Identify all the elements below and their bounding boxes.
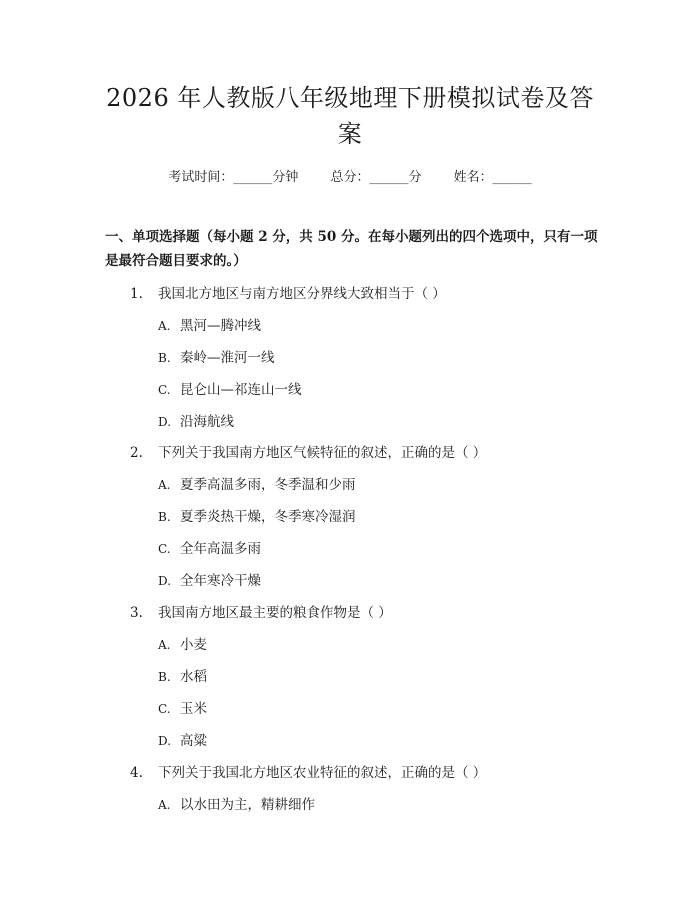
title-line-2: 案 [337, 120, 363, 148]
option-text: 水稻 [180, 669, 207, 685]
option [158, 537, 261, 557]
option-text: 夏季高温多雨，冬季温和少雨 [180, 477, 356, 493]
option [158, 505, 356, 525]
question-text: 下列关于我国北方地区农业特征的叙述，正确的是（ ） [158, 765, 487, 781]
option [158, 569, 261, 589]
option-text: 夏季炎热干燥，冬季寒冷湿润 [180, 509, 356, 525]
option-letter: D. [158, 415, 172, 429]
exam-time: 考试时间：______分钟 [168, 170, 299, 185]
exam-meta [0, 166, 700, 185]
question-number: 1. [130, 286, 143, 302]
total-score: 总分：______分 [330, 170, 422, 185]
question-number: 3. [130, 605, 143, 621]
title-line-1: 2026 年人教版八年级地理下册模拟试卷及答 [106, 84, 594, 112]
option-text: 高粱 [180, 733, 207, 749]
question [130, 601, 392, 621]
question-number: 2. [130, 445, 143, 461]
option-letter: D. [158, 734, 172, 748]
option [158, 378, 302, 398]
option [158, 793, 315, 813]
question [130, 441, 486, 461]
option [158, 314, 261, 334]
question-text: 我国南方地区最主要的粮食作物是（ ） [158, 605, 392, 621]
option-text: 以水田为主，精耕细作 [180, 797, 315, 813]
option-letter: B. [158, 351, 171, 365]
option-text: 玉米 [180, 701, 207, 717]
option-text: 秦岭—淮河一线 [180, 350, 275, 366]
option-text: 昆仑山—祁连山一线 [180, 382, 302, 398]
option [158, 697, 207, 717]
question [130, 761, 486, 781]
option-letter: A. [158, 319, 171, 333]
question-number: 4. [130, 765, 143, 781]
option-text: 小麦 [180, 637, 207, 653]
question-text: 我国北方地区与南方地区分界线大致相当于（ ） [158, 286, 446, 302]
option-text: 沿海航线 [180, 414, 234, 430]
option [158, 633, 207, 653]
option [158, 346, 275, 366]
option-letter: C. [158, 702, 171, 716]
option-letter: D. [158, 574, 172, 588]
option-text: 全年寒冷干燥 [180, 573, 261, 589]
option [158, 729, 207, 749]
question [130, 282, 446, 302]
option [158, 410, 234, 430]
option-letter: C. [158, 542, 171, 556]
option-letter: B. [158, 510, 171, 524]
option-letter: A. [158, 798, 171, 812]
option-letter: A. [158, 478, 171, 492]
option-letter: C. [158, 383, 171, 397]
option [158, 665, 207, 685]
student-name: 姓名：______ [453, 170, 532, 185]
document-title [70, 80, 630, 152]
section-heading-line-1: 一、单项选择题（每小题 2 分，共 50 分。在每小题列出的四个选项中，只有一项 [105, 229, 598, 245]
section-heading [105, 225, 605, 273]
option-text: 全年高温多雨 [180, 541, 261, 557]
option-text: 黑河—腾冲线 [180, 318, 261, 334]
option [158, 473, 356, 493]
option-letter: A. [158, 638, 171, 652]
option-letter: B. [158, 670, 171, 684]
section-heading-line-2: 是最符合题目要求的。） [105, 253, 247, 269]
question-text: 下列关于我国南方地区气候特征的叙述，正确的是（ ） [158, 445, 487, 461]
